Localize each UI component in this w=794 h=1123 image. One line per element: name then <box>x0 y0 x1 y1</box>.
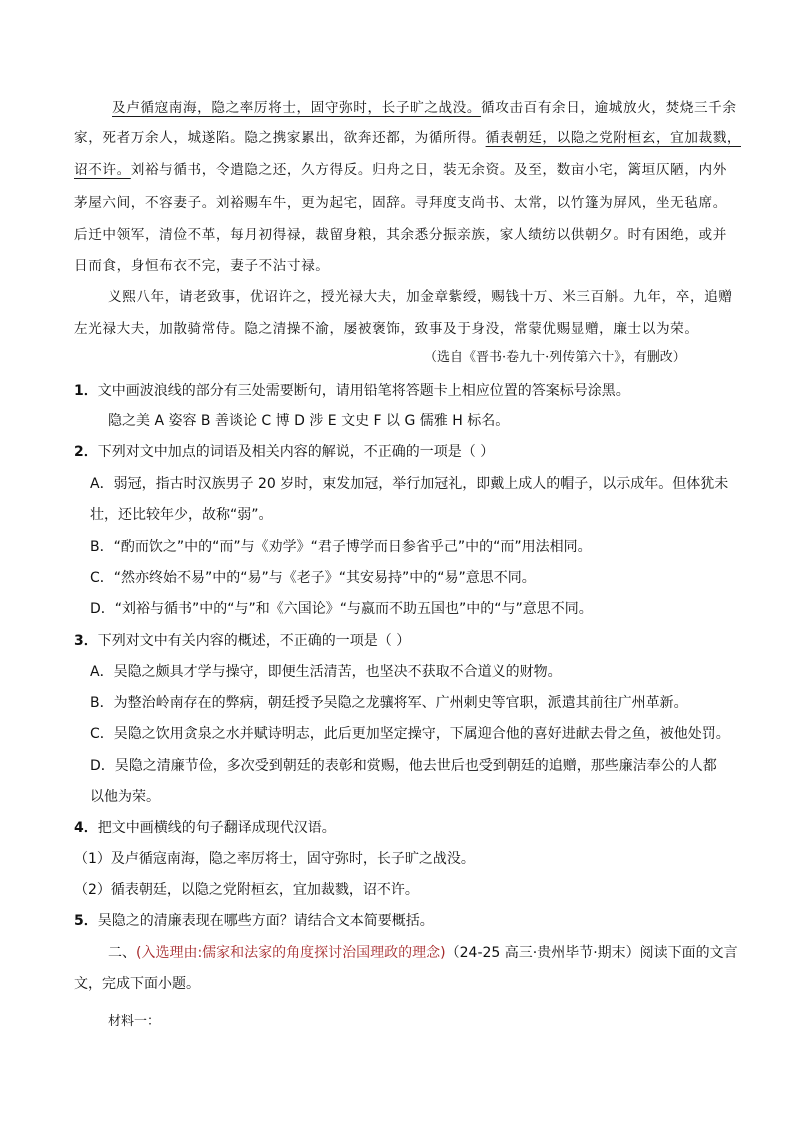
question-text: 下列对文中有关内容的概述，不正确的一项是（ ） <box>97 633 411 649</box>
passage-source: （选自《晋书·卷九十·列传第六十》，有删改） <box>424 350 686 365</box>
passage-text: 循攻击百有余日，逾城放火，焚烧三千余 <box>481 100 737 116</box>
section-source: （24-25 高三·贵州毕节·期末）阅读下面的文言 <box>445 945 738 961</box>
material-label: 材料一： <box>108 1014 161 1029</box>
section-number: 二、 <box>108 945 136 961</box>
selection-reason: (入选理由:儒家和法家的角度探讨治国理政的理念) <box>136 945 446 961</box>
option-c: C．吴隐之饮用贪泉之水并赋诗明志，此后更加坚定操守，下属迎合他的喜好进献去骨之鱼，被他处罚。 <box>90 726 730 742</box>
option-d: D．吴隐之清廉节俭，多次受到朝廷的表彰和赏赐，他去世后也受到朝廷的追赠，那些廉洁奉公的人都 <box>90 758 717 774</box>
question-number: 3． <box>74 633 98 649</box>
question-number: 2． <box>74 444 98 460</box>
question-4-item-2: （2）循表朝廷，以隐之党附桓玄，宜加裁戮，诏不许。 <box>74 882 419 898</box>
underlined-sentence: 循表朝廷，以隐之党附桓玄，宜加裁戮， <box>485 130 742 146</box>
passage-line: 义熙八年，请老致事，优诏许之，授光禄大夫，加金章紫绶，赐钱十万、米三百斛。九年，卒，追赠 <box>108 289 733 305</box>
question-text: 下列对文中加点的词语及相关内容的解说，不正确的一项是（ ） <box>97 444 495 460</box>
option-c: C．“然亦终始不易”中的“易”与《老子》“其安易持”中的“易”意思不同。 <box>90 570 536 586</box>
question-text: 吴隐之的清廉表现在哪些方面？请结合文本简要概括。 <box>97 913 434 929</box>
question-number: 1． <box>74 383 98 399</box>
question-2 <box>74 442 494 462</box>
passage-line <box>112 98 737 118</box>
underlined-sentence: 及卢循寇南海，隐之率厉将士，固守弥时，长子旷之战没。 <box>112 100 482 116</box>
option-b: B．为整治岭南存在的弊病，朝廷授予吴隐之龙骧将军、广州刺史等官职，派遣其前往广州革新。 <box>90 695 688 711</box>
question-number: 4． <box>74 820 98 836</box>
question-1-options: 隐之美 A 姿容 B 善谈论 C 博 D 涉 E 文史 F 以 G 儒雅 H 标名。 <box>108 413 510 429</box>
option-a-cont: 壮，还比较年少，故称“弱”。 <box>90 507 273 523</box>
section-2-heading <box>108 943 738 963</box>
option-d-cont: 以他为荣。 <box>90 789 160 805</box>
section-2-instruction: 文，完成下面小题。 <box>74 976 200 992</box>
passage-line: 日而食，身恒布衣不完，妻子不沾寸禄。 <box>74 258 330 274</box>
question-text: 文中画波浪线的部分有三处需要断句，请用铅笔将答题卡上相应位置的答案标号涂黑。 <box>97 383 630 399</box>
option-b: B．“酌而饮之”中的“而”与《劝学》“君子博学而日参省乎己”中的“而”用法相同。 <box>90 539 592 555</box>
passage-text: 刘裕与循书，令遣隐之还，久方得反。归舟之日，装无余资。及至，数亩小宅，篱垣仄陋，内外 <box>130 162 727 178</box>
passage-line <box>74 128 741 148</box>
passage-line <box>74 160 727 180</box>
question-5 <box>74 911 434 931</box>
underlined-sentence: 诏不许。 <box>74 162 131 178</box>
passage-text: 家，死者万余人，城遂陷。隐之携家累出，欲奔还都，为循所得。 <box>74 130 486 146</box>
option-a: A．吴隐之颇具才学与操守，即便生活清苦，也坚决不获取不合道义的财物。 <box>90 664 562 680</box>
question-3 <box>74 631 410 651</box>
question-text: 把文中画横线的句子翻译成现代汉语。 <box>97 820 336 836</box>
question-4 <box>74 818 336 838</box>
passage-line: 茅屋六间，不容妻子。刘裕赐车牛，更为起宅，固辞。寻拜度支尚书、太常，以竹篷为屏风，坐无毡席。 <box>74 195 727 211</box>
option-a: A．弱冠，指古时汉族男子 20 岁时，束发加冠，举行加冠礼，即戴上成人的帽子，以示成年。但体犹未 <box>90 476 729 492</box>
option-d: D．“刘裕与循书”中的“与”和《六国论》“与嬴而不助五国也”中的“与”意思不同。 <box>90 601 593 617</box>
question-number: 5． <box>74 913 98 929</box>
passage-line: 后迁中领军，清俭不革，每月初得禄，裁留身粮，其余悉分振亲族，家人绩纺以供朝夕。时有困绝，或并 <box>74 227 727 243</box>
question-4-item-1: （1）及卢循寇南海，隐之率厉将士，固守弥时，长子旷之战没。 <box>74 851 475 867</box>
passage-line: 左光禄大夫，加散骑常侍。隐之清操不渝，屡被褒饰，致事及于身没，常蒙优赐显赠，廉士以为荣。 <box>74 321 699 337</box>
question-1 <box>74 381 630 401</box>
